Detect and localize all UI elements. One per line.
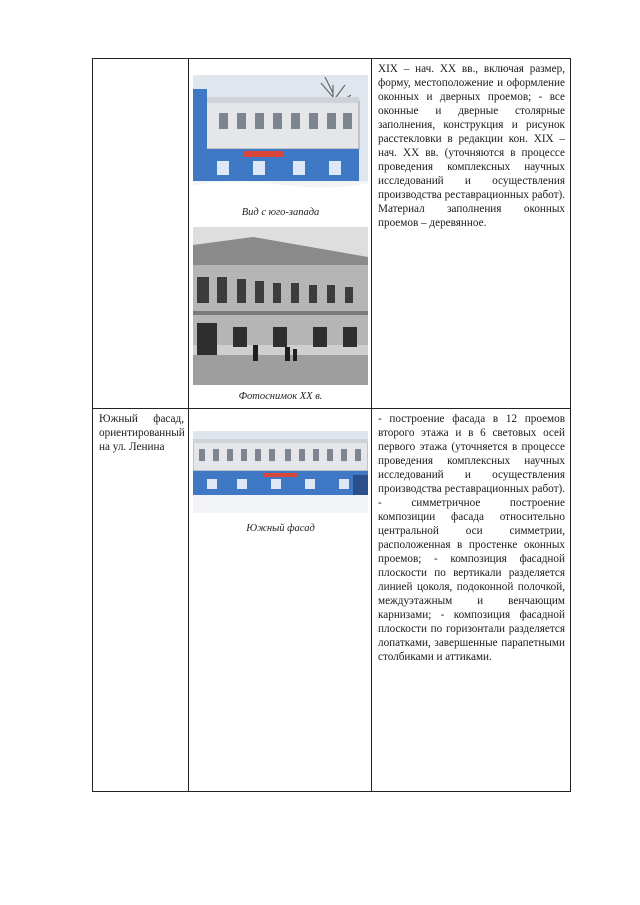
table-row — [93, 409, 571, 792]
photo-cell — [189, 409, 372, 792]
element-description: - построение фасада в 12 проемов второго этажа и в 6 световых осей первого этажа (уточняется в процессе проведения комплексных научных исследований и осуществления производства реставрационных работ). - симметричное построение композиции фасада относительно центральной оси симметрии, расположенная в простенке оконных проемов; - композиция фасадной плоскости по вертикали разделяется линией цоколя, подоконной полочкой, междуэтажным и венчающим карнизами; - композиция фасадной плоскости по горизонтали разделяется лопатками, завершенные парапетными столбиками и аттиками. — [378, 413, 565, 663]
element-description: XIX – нач. XX вв., включая размер, форму, местоположение и оформление оконных и дверных проемов; - все оконные и дверные столярные заполнения, конструкция и рисунок расстекловки в редакции кон. XIX – нач. XX вв. (уточняются в процессе проведения комплексных научных исследований и осуществления производства реставрационных работ). Материал заполнения оконных проемов – деревянное. — [378, 63, 565, 229]
photo-cell — [189, 59, 372, 409]
photo-southwest-view — [193, 75, 368, 199]
photo-south-facade — [193, 431, 368, 513]
photo-caption-southwest: Вид с юго-запада — [241, 207, 320, 218]
element-description-cell — [372, 59, 571, 409]
photo-caption-historic: Фотоснимок XX в. — [238, 391, 323, 402]
element-label-cell — [93, 59, 189, 409]
element-description-cell — [372, 409, 571, 792]
element-label — [93, 59, 188, 62]
building-elements-table — [92, 58, 571, 792]
element-label-cell — [93, 409, 189, 792]
table-row — [93, 59, 571, 409]
photo-caption-south: Южный фасад — [246, 523, 315, 534]
photo-historic — [193, 227, 368, 385]
element-label: Южный фасад, ориентированный на ул. Ленина — [99, 413, 185, 453]
